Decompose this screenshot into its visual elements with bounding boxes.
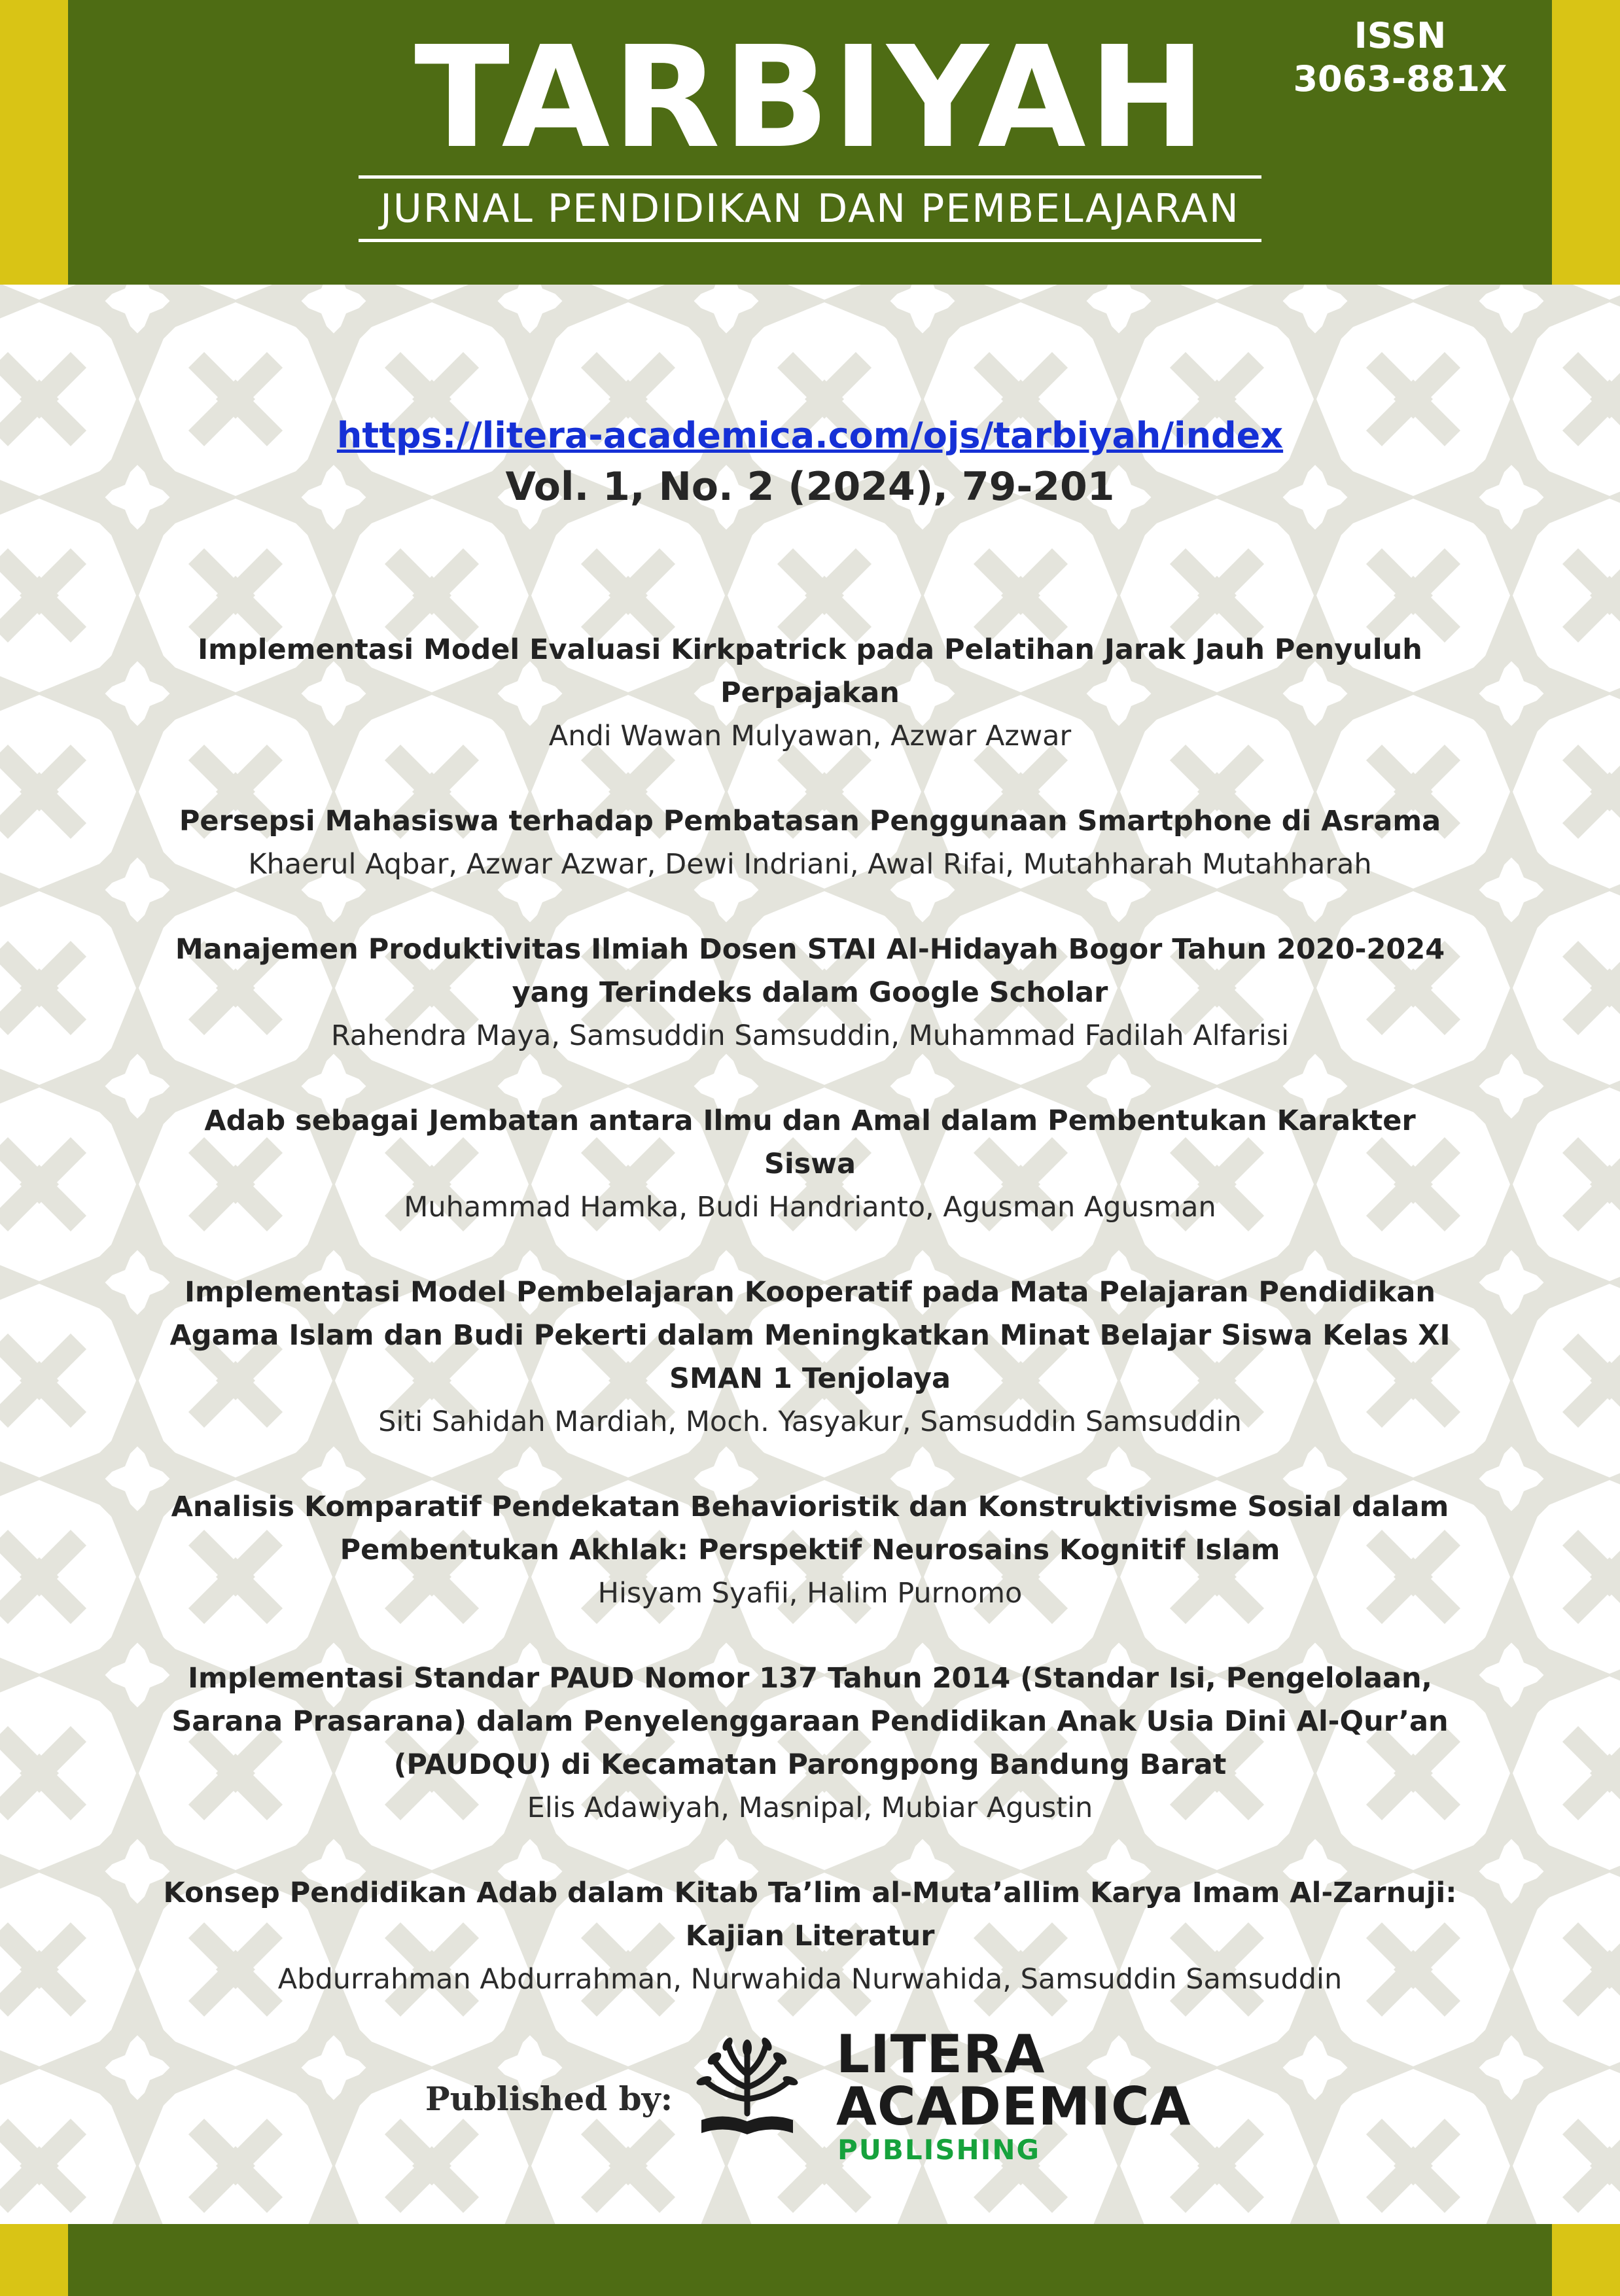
publisher-name-line1: LITERA — [836, 2024, 1046, 2085]
journal-subtitle: JURNAL PENDIDIKAN DAN PEMBELAJARAN — [359, 175, 1261, 242]
publisher-name-line3: PUBLISHING — [837, 2134, 1040, 2166]
journal-title: TARBIYAH — [414, 16, 1208, 179]
header-left-stripe — [0, 0, 68, 285]
article-item — [118, 800, 1502, 886]
article-title: Konsep Pendidikan Adab dalam Kitab Ta’lim al-Muta’allim Karya Imam Al-Zarnuji: Kajian Literatur — [163, 1877, 1457, 1952]
article-authors: Andi Wawan Mulyawan, Azwar Azwar — [548, 720, 1072, 752]
publisher-name-line2: ACADEMICA — [836, 2076, 1191, 2137]
issn-number: 3063-881X — [1293, 58, 1507, 99]
article-item — [118, 1871, 1502, 2001]
footer-band — [0, 2224, 1620, 2296]
article-list — [118, 628, 1502, 2043]
footer-right-stripe — [1552, 2224, 1620, 2296]
article-authors: Khaerul Aqbar, Azwar Azwar, Dewi Indriani, Awal Rifai, Mutahharah Mutahharah — [248, 848, 1372, 881]
article-title: Manajemen Produktivitas Ilmiah Dosen STAI Al-Hidayah Bogor Tahun 2020-2024 yang Terindeks dalam Google Scholar — [175, 933, 1445, 1009]
published-by-label: Published by: — [425, 2079, 673, 2118]
journal-info — [118, 386, 1502, 514]
article-authors: Hisyam Syafii, Halim Purnomo — [597, 1577, 1023, 1610]
article-title: Implementasi Model Evaluasi Kirkpatrick pada Pelatihan Jarak Jauh Penyuluh Perpajakan — [198, 633, 1422, 709]
article-item — [118, 928, 1502, 1057]
article-title: Adab sebagai Jembatan antara Ilmu dan Amal dalam Pembentukan Karakter Siswa — [204, 1104, 1416, 1180]
article-authors: Rahendra Maya, Samsuddin Samsuddin, Muhammad Fadilah Alfarisi — [330, 1019, 1290, 1052]
volume-info: Vol. 1, No. 2 (2024), 79-201 — [505, 464, 1115, 510]
article-authors: Muhammad Hamka, Budi Handrianto, Agusman Agusman — [404, 1191, 1216, 1224]
journal-url-link[interactable]: https://litera-academica.com/ojs/tarbiyah/index — [336, 415, 1284, 456]
article-title: Implementasi Standar PAUD Nomor 137 Tahun 2014 (Standar Isi, Pengelolaan, Sarana Prasarana) dalam Penyelenggaraan Pendidikan Anak Usia Dini Al-Qur’an (PAUDQU) di Kecamatan Parongpong Bandung Barat — [171, 1662, 1449, 1781]
article-title: Implementasi Model Pembelajaran Kooperatif pada Mata Pelajaran Pendidikan Agama Islam dan Budi Pekerti dalam Meningkatkan Minat Belajar Siswa Kelas XI SMAN 1 Tenjolaya — [169, 1276, 1451, 1395]
article-authors: Siti Sahidah Mardiah, Moch. Yasyakur, Samsuddin Samsuddin — [378, 1405, 1242, 1438]
tree-book-icon — [688, 2028, 806, 2146]
article-authors: Abdurrahman Abdurrahman, Nurwahida Nurwahida, Samsuddin Samsuddin — [277, 1963, 1343, 1996]
issn-label: ISSN — [1354, 15, 1447, 56]
article-title: Analisis Komparatif Pendekatan Behavioristik dan Konstruktivisme Sosial dalam Pembentukan Akhlak: Perspektif Neurosains Kognitif Islam — [171, 1491, 1449, 1566]
header-right-stripe — [1552, 0, 1620, 285]
article-item — [118, 1485, 1502, 1615]
article-title: Persepsi Mahasiswa terhadap Pembatasan Penggunaan Smartphone di Asrama — [179, 805, 1441, 838]
issn-block — [1276, 14, 1524, 101]
article-item — [118, 628, 1502, 758]
footer-green-panel — [68, 2224, 1552, 2296]
article-authors: Elis Adawiyah, Masnipal, Mubiar Agustin — [527, 1792, 1093, 1824]
footer-left-stripe — [0, 2224, 68, 2296]
article-item — [118, 1271, 1502, 1443]
header-band — [0, 0, 1620, 285]
article-item — [118, 1657, 1502, 1829]
article-item — [118, 1099, 1502, 1229]
